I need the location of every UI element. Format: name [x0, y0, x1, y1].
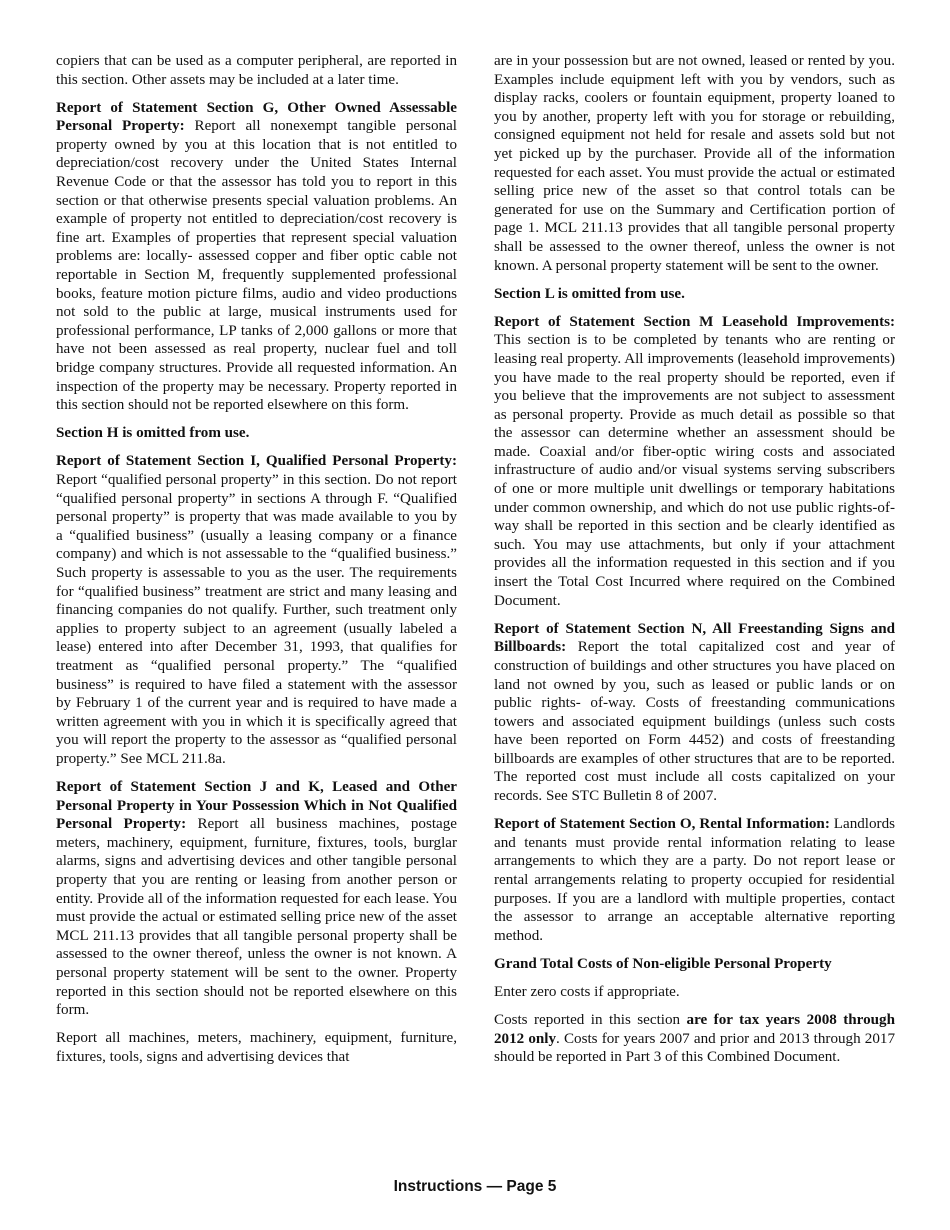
section-n-body: Report the total capitalized cost and year of construction of buildings and other structures you have placed on land not owned by you, such as leased or public lands or on public rights- of-way. Costs of freestanding communications towers and associated equipment buildings (unless such costs have been reported on Form 4452) and costs of freestanding billboards are examples of other structures that are to be reported. The reported cost must include all costs capitalized on your records. See STC Bulletin 8 of 2007. — [494, 639, 895, 805]
paragraph-possession-continued — [494, 52, 895, 275]
left-column — [56, 52, 457, 1076]
section-m-heading: Report of Statement Section M Leasehold Improvements: — [494, 313, 895, 330]
section-o-body: Landlords and tenants must provide rental information relating to lease arrangements to which they are a party. Do not report lease or rental arrangements relating to property occupied for residential purposes. If you are a landlord with multiple properties, contact the assessor to arrange an acceptable alternative reporting method. — [494, 816, 895, 944]
paragraph-report-machines — [56, 1029, 457, 1066]
section-j-k-body: Report all business machines, postage meters, machinery, equipment, furniture, fixtures, tools, burglar alarms, signs and advertising devices and other tangible personal property that you are renting or leasing from another person or entity. Provide all of the information requested for each lease. You must provide the actual or estimated selling price new of the asset MCL 211.13 provides that all tangible personal property shall be assessed to the owner thereof, unless the owner is not known. A personal property statement will be sent to the owner. Property reported in this section should not be reported elsewhere on this form. — [56, 816, 457, 1019]
section-h-heading: Section H is omitted from use. — [56, 425, 250, 442]
paragraph-section-m — [494, 313, 895, 611]
paragraph-peripheral-copiers — [56, 52, 457, 89]
costs-tax-years: are for tax years 2008 through 2012 only — [494, 1012, 895, 1047]
section-j-k-heading: Report of Statement Section J and K, Leased and Other Personal Property in Your Possession Which in Not Qualified Personal Property: — [56, 778, 457, 833]
section-m-body: This section is to be completed by tenants who are renting or leasing real property. All improvements (leasehold improvements) you have made to the real property should be reported, even if you believe that the improvements are not subject to assessment as personal property. Provide as much detail as possible so that the assessor can determine whether an assessment should be made. Coaxial and/or fiber-optic wiring costs and associated infrastructure of audio and/or visual systems serving subscribers of one or more multiple unit dwellings or temporary habitations under common ownership, and which do not use public rights-of-way shall be reported in this section and be clearly identified as such. You may use attachments, but only if your attachment provides all the information requested in this section and if you insert the Total Cost Incurred where required on the Combined Document. — [494, 332, 895, 609]
costs-text-start: Costs reported in this section — [494, 1012, 687, 1028]
paragraph-section-o — [494, 815, 895, 945]
paragraph-section-l — [494, 285, 895, 304]
section-o-heading: Report of Statement Section O, Rental Information: — [494, 816, 830, 833]
paragraph-section-j-k — [56, 778, 457, 1020]
costs-text-end: . Costs for years 2007 and prior and 2013 through 2017 should be reported in Part 3 of this Combined Document. — [494, 1030, 895, 1066]
paragraph-text: copiers that can be used as a computer peripheral, are reported in this section. Other assets may be included at a later time. — [56, 53, 457, 88]
paragraph-section-h — [56, 424, 457, 443]
paragraph-costs-reported — [494, 1011, 895, 1067]
paragraph-text: Enter zero costs if appropriate. — [494, 983, 680, 1000]
page-footer: Instructions — Page 5 — [393, 1178, 557, 1195]
paragraph-section-i — [56, 452, 457, 768]
paragraph-text: Report all machines, meters, machinery, equipment, furniture, fixtures, tools, signs and advertising devices that — [56, 1030, 457, 1065]
paragraph-grand-total-heading — [494, 955, 895, 974]
section-g-heading: Report of Statement Section G, Other Owned Assessable Personal Property: — [56, 99, 457, 135]
paragraph-enter-zero — [494, 983, 895, 1002]
section-n-heading: Report of Statement Section N, All Freestanding Signs and Billboards: — [494, 620, 895, 656]
paragraph-text: are in your possession but are not owned, leased or rented by you. Examples include equipment left with you by vendors, such as display racks, coolers or fountain equipment, property loaned to you by another, property left with you for storage or rebuilding, consigned equipment not held for resale and assets sold but not yet picked up by the purchaser. Provide all of the information requested for each asset. You must provide the actual or estimated selling price new of the asset so that control totals can be generated for use on the Summary and Certification portion of page 1. MCL 211.13 provides that all tangible personal property shall be assessed to the owner thereof, unless the owner is not known. A personal property statement will be sent to the owner. — [494, 53, 895, 274]
paragraph-section-g — [56, 99, 457, 415]
right-column — [494, 52, 895, 1076]
section-l-heading: Section L is omitted from use. — [494, 285, 685, 302]
section-i-heading: Report of Statement Section I, Qualified Personal Property: — [56, 453, 457, 470]
grand-total-heading: Grand Total Costs of Non-eligible Personal Property — [494, 955, 832, 972]
paragraph-section-n — [494, 620, 895, 806]
section-i-body: Report “qualified personal property” in this section. Do not report “qualified personal property” in sections A through F. “Qualified personal property” is property that was made available to you by a “qualified business” (usually a leasing company or a finance company) and which is not assessable to the “qualified business.” Such property is assessable to you as the user. The requirements for “qualified business” treatment are strict and many leasing and financing companies do not qualify. Further, such treatment only applies to property subject to an agreement (usually labeled a lease) entered into after December 31, 1993, that qualifies for treatment as “qualified personal property.” The “qualified business” is required to have filed a statement with the assessor by February 1 of the current year and is required to have made a written agreement with you in which it is specifically agreed that you will report the property to the assessor as “qualified personal property.” See MCL 211.8a. — [56, 471, 457, 767]
section-g-body: Report all nonexempt tangible personal property owned by you at this location that is not entitled to depreciation/cost recovery under the United States Internal Revenue Code or that the assessor has told you to report in this section or that otherwise presents special valuation problems. An example of property not entitled to depreciation/cost recovery is fine art. Examples of properties that represent special valuation problems are: locally- assessed copper and fiber optic cable not reportable in Section M, frequently supplemented professional books, feature motion picture films, audio and video productions not sold to the public at large, musical instruments used for professional performance, LP tanks of 2,000 gallons or more that have not been assessed as real property, nuclear fuel and toll bridge company structures. Provide all requested information. An inspection of the property may be necessary. Property reported in this section should not be reported elsewhere on this form. — [56, 118, 457, 414]
